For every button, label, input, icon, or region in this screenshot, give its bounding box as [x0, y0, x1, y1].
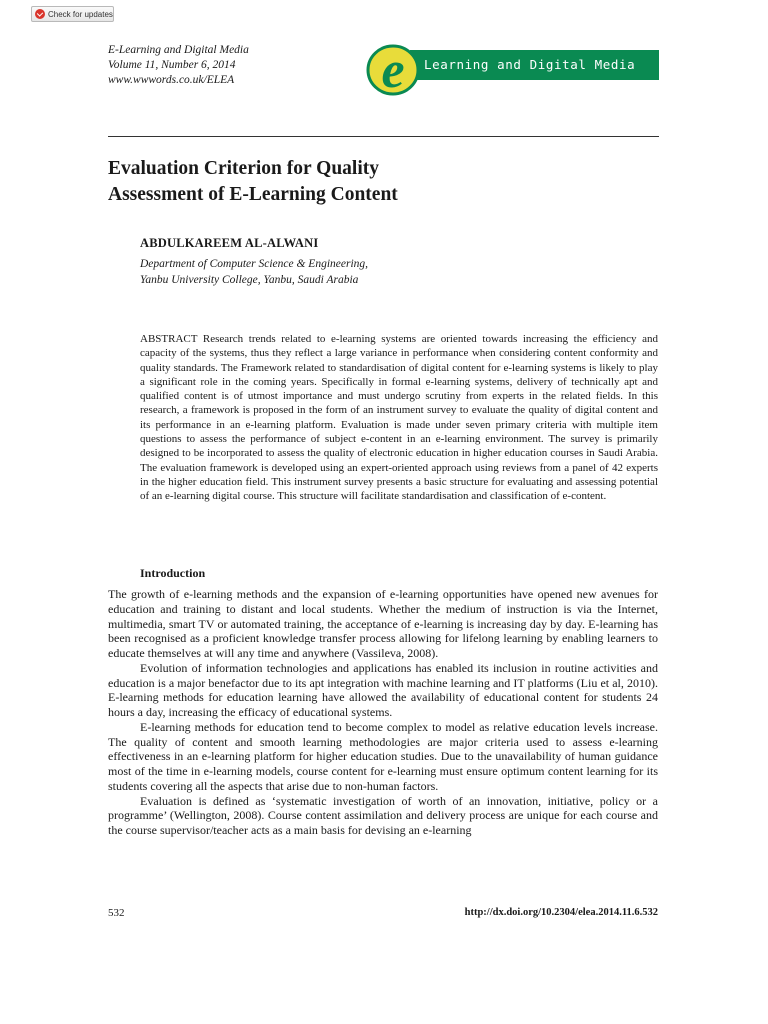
journal-logo: [360, 40, 660, 96]
article-title: [108, 156, 668, 208]
check-for-updates-button[interactable]: [31, 6, 114, 22]
header-divider: [108, 136, 659, 137]
title-line-2: Assessment of E-Learning Content: [108, 184, 398, 205]
logo-letter: e: [381, 42, 405, 96]
logo-text: Learning and Digital Media: [424, 57, 636, 72]
page-number: 532: [108, 907, 125, 919]
body-paragraph: Evaluation is defined as ‘systematic investigation of worth of an innovation, initiative, policy or a programme’ (Wellington, 2008). Course content assimilation and delivery process are unique for each course and the course supervisor/teacher acts as a main basis for devising an e-learning: [108, 793, 658, 837]
affiliation-line-1: Department of Computer Science & Engineering,: [140, 258, 369, 270]
body-paragraph: E-learning methods for education tend to become complex to model as relative education levels increase. The quality of content and smooth learning methodologies are major criteria used to assess e-learning effectiveness in an e-learning platform for higher education studies. Due to the unavailability of human guidance most of the time in e-learning models, course content for e-learning must ensure optimum content learning for its students covering all the aspects that arise due to non-human factors.: [108, 719, 658, 793]
affiliation-line-2: Yanbu University College, Yanbu, Saudi Arabia: [140, 274, 359, 286]
body-paragraph: Evolution of information technologies and applications has enabled its inclusion in routine activities and education is a major benefactor due to its apt integration with machine learning and IT platforms (Liu et al, 2010). E-learning methods for education learning have allowed the availability of educational content for students 24 hours a day, increasing the efficacy of educational systems.: [108, 660, 658, 719]
introduction-heading: Introduction: [140, 566, 206, 580]
doi-link[interactable]: http://dx.doi.org/10.2304/elea.2014.11.6.532: [464, 907, 658, 918]
journal-name: E-Learning and Digital Media: [108, 44, 249, 56]
journal-citation: [108, 43, 249, 88]
journal-volume: Volume 11, Number 6, 2014: [108, 59, 236, 71]
body-text: [108, 587, 658, 838]
logo-e-icon: [360, 40, 430, 96]
abstract: ABSTRACT Research trends related to e-learning systems are oriented towards increasing the efficiency and capacity of the systems, thus they reflect a large variance in performance when considering content conformity and quality standards. The Framework related to standardisation of digital content for e-learning systems is likely to play a significant role in the coming years. Specifically in formal e-learning systems, delivery of technically apt and qualified content is of utmost importance and must undergo scrutiny from experts in the related fields. In this research, a framework is proposed in the form of an instrument survey to evaluate the quality of digital content and its performance in an e-learning platform. Evaluation is made under seven primary criteria with multiple item questions to assess the performance of subject e-content in an e-learning environment. The survey is primarily designed to be incorporated to assess the quality of electronic education in higher education courses in Saudi Arabia. The evaluation framework is developed using an expert-oriented approach using reviews from a panel of 42 experts in the higher education field. This instrument survey presents a basic structure for evaluating and assessing potential of an e-learning digital course. This structure will facilitate standardisation and classification of e-content.: [140, 333, 658, 503]
update-check-icon: [35, 9, 45, 19]
author-affiliation: [140, 256, 368, 288]
author-name: ABDULKAREEM AL-ALWANI: [140, 236, 319, 250]
journal-url: www.wwwords.co.uk/ELEA: [108, 74, 235, 86]
title-line-1: Evaluation Criterion for Quality: [108, 158, 380, 179]
body-paragraph: The growth of e-learning methods and the expansion of e-learning opportunities have opened new avenues for education and training to distant and local students. Whether the medium of instruction is via the Internet, multimedia, smart TV or automated training, the acceptance of e-learning is increasing day by day. E-learning has been recognised as a proficient knowledge transfer process allowing for lifelong learning by enabling learners to educate themselves at will any time and anywhere (Vassileva, 2008).: [108, 587, 658, 660]
check-for-updates-label: Check for updates: [48, 9, 113, 19]
